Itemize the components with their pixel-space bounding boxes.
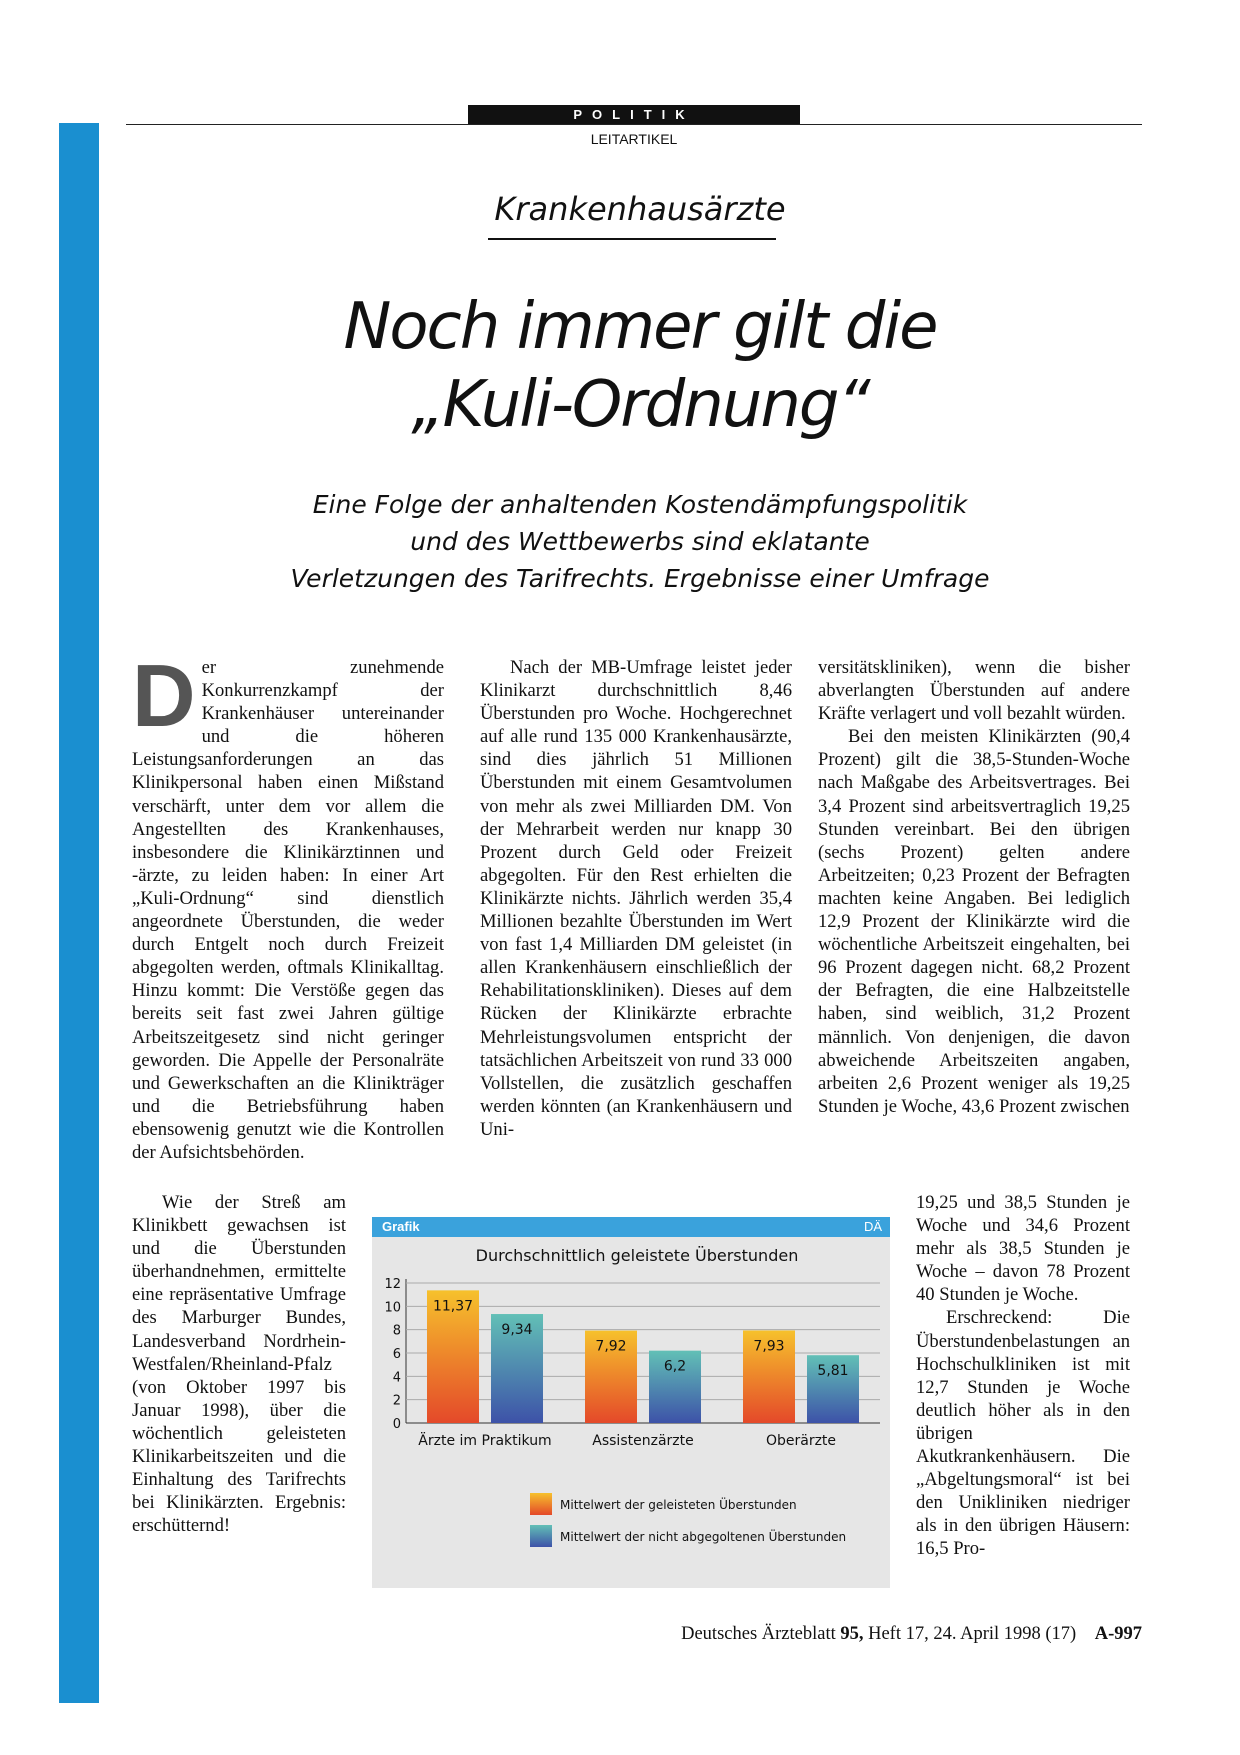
paragraph: Wie der Streß am Klinikbett gewachsen ist und die Überstunden überhandnehmen, ermittelte eine repräsentative Umfrage des Marburger Bundes, Landesverband Nordrhein-Westfalen/Rheinland-Pfalz (von Oktober 1997 bis Januar 1998), über die wöchentlich geleisteten Klinikarbeitszeiten und die Einhaltung des Tarifrechts bei Klinikärzten. Ergebnis: erschütternd!	[132, 1192, 346, 1537]
issue-info: Heft 17, 24. April 1998 (17)	[868, 1624, 1077, 1644]
deck-line: Verletzungen des Tarifrechts. Ergebnisse einer Umfrage	[290, 564, 990, 593]
x-category-label: Assistenzärzte	[592, 1433, 694, 1449]
paragraph	[132, 646, 444, 1164]
x-category-label: Oberärzte	[765, 1433, 837, 1449]
paragraph: Erschreckend: Die Überstundenbelastungen an Hochschulkliniken ist mit 12,7 Stunden je Woche deutlich höher als in den übrigen Akutkrankenhäusern. Die „Abgeltungsmoral“ ist bei den Unikliniken niedriger als in den übrigen Häusern: 16,5 Pro-	[916, 1307, 1130, 1560]
bar-value-label: 9,34	[501, 1322, 533, 1339]
paragraph: Bei den meisten Klinikärzten (90,4 Prozent) gilt die 38,5-Stunden-Woche nach Maßgabe des Arbeitsvertrages. Bei 3,4 Prozent sind arbeitsvertraglich 19,25 Stunden vereinbart. Bei den übrigen (sechs Prozent) gelten andere Arbeitzeiten; 0,23 Prozent der Befragten machten keine Angaben. Bei lediglich 12,9 Prozent der Klinikärzte wird die wöchentliche Arbeitszeit eingehalten, bei 96 Prozent dagegen nicht. 68,2 Prozent der Befragten, die eine Halbzeitstelle haben, sind weiblich, 31,2 Prozent männlich. Von denjenigen, die davon abweichende Arbeitszeiten angaben, arbeiten 2,6 Prozent weniger als 19,25 Stunden je Woche, 43,6 Prozent zwischen	[818, 726, 1130, 1117]
bar-value-label: 7,92	[595, 1338, 627, 1355]
legend-label: Mittelwert der nicht abgegoltenen Überstunden	[560, 1530, 847, 1544]
subsection-label: LEITARTIKEL	[590, 131, 678, 147]
bar-value-label: 11,37	[432, 1298, 474, 1315]
x-category-label: Ärzte im Praktikum	[418, 1433, 552, 1449]
column-3-top	[818, 656, 1130, 1118]
y-tick-label: 12	[384, 1277, 401, 1292]
deck-line: Eine Folge der anhaltenden Kostendämpfungspolitik	[312, 490, 968, 519]
paragraph-text: er zunehmende Konkurrenzkampf der Krankenhäuser untereinander und die höheren Leistungsanforderungen an das Klinikpersonal haben einen Mißstand verschärft, unter dem vor allem die Angestellten des Krankenhauses, insbesondere die Klinikärztinnen und -ärzte, zu leiden haben: In einer Art „Kuli-Ordnung“ sind dienstlich angeordnete Überstunden, die weder durch Entgelt noch durch Freizeit abgegolten werden, oftmals Klinikalltag. Hinzu kommt: Die Verstöße gegen das bereits seit fast zwei Jahren gültige Arbeitszeitgesetz sind nicht geringer geworden. Die Appelle der Personalräte und Gewerkschaften an die Klinikträger und die Betriebsführung haben ebensowenig genutzt wie die Kontrollen der Aufsichtsbehörden.	[132, 657, 444, 1163]
legend-swatch	[530, 1525, 552, 1547]
paragraph: versitätskliniken), wenn die bisher abverlangten Überstunden auf andere Kräfte verlagert und voll bezahlt würden.	[818, 657, 1130, 725]
column-3-bottom	[916, 1191, 1130, 1561]
paragraph: Nach der MB-Umfrage leistet jeder Klinikarzt durchschnittlich 8,46 Überstunden pro Woche. Hochgerechnet auf alle rund 135 000 Krankenhausärzte, sind dies jährlich 51 Millionen Überstunden mit einem Gesamtvolumen von mehr als zwei Milliarden DM. Von der Mehrarbeit werden nur knapp 30 Prozent durch Geld oder Freizeit abgegolten. Für den Rest erhielten die Klinikärzte nichts. Jährlich werden 35,4 Millionen bezahlte Überstunden im Wert von fast 1,4 Milliarden DM geleistet (in allen Krankenhäusern einschließlich der Rehabilitationskliniken). Dieses auf dem Rücken der Klinikärzte erbrachte Mehrleistungsvolumen entspricht der tatsächlichen Arbeitszeit von rund 33 000 Vollstellen, die zusätzlich geschaffen werden könnten (an Krankenhäusern und Uni-	[480, 657, 792, 1140]
chart-svg	[372, 1217, 890, 1588]
y-tick-label: 2	[392, 1393, 401, 1409]
column-2	[480, 656, 792, 1141]
kicker-underline	[488, 238, 776, 240]
y-tick-label: 8	[392, 1323, 401, 1339]
article-kicker: Krankenhausärzte	[494, 190, 786, 228]
legend-label: Mittelwert der geleisteten Überstunden	[560, 1498, 797, 1512]
y-tick-label: 6	[392, 1347, 401, 1362]
overtime-chart	[372, 1217, 890, 1588]
graphic-source: DÄ	[863, 1219, 882, 1234]
chart-title: Durchschnittlich geleistete Überstunden	[475, 1246, 799, 1265]
journal-volume: 95,	[840, 1624, 864, 1644]
drop-cap: D	[132, 646, 196, 745]
column-1-top	[132, 646, 444, 1164]
page-footer	[681, 1624, 1142, 1645]
article-headline	[220, 288, 1060, 444]
bar-value-label: 5,81	[817, 1363, 849, 1380]
section-label: POLITIK	[468, 105, 800, 124]
y-tick-label: 10	[384, 1300, 401, 1316]
y-tick-label: 4	[392, 1370, 401, 1386]
paragraph: 19,25 und 38,5 Stunden je Woche und 34,6 Prozent mehr als 38,5 Stunden je Woche – davon 78 Prozent 40 Stunden je Woche.	[916, 1192, 1130, 1306]
article-deck	[230, 486, 1050, 597]
deck-line: und des Wettbewerbs sind eklatante	[410, 527, 870, 556]
bar-value-label: 7,93	[753, 1338, 785, 1355]
column-1-bottom	[132, 1191, 346, 1537]
bar-value-label: 6,2	[663, 1358, 687, 1375]
accent-sidebar-bar	[59, 123, 99, 1703]
page-number: A-997	[1094, 1624, 1142, 1644]
y-tick-label: 0	[392, 1417, 401, 1432]
header-rule	[126, 124, 1142, 125]
graphic-label: Grafik	[382, 1219, 420, 1234]
legend-swatch	[530, 1493, 552, 1515]
headline-line: Noch immer gilt die	[343, 290, 937, 364]
journal-name: Deutsches Ärzteblatt	[681, 1624, 836, 1644]
headline-line: „Kuli-Ordnung“	[411, 368, 869, 442]
